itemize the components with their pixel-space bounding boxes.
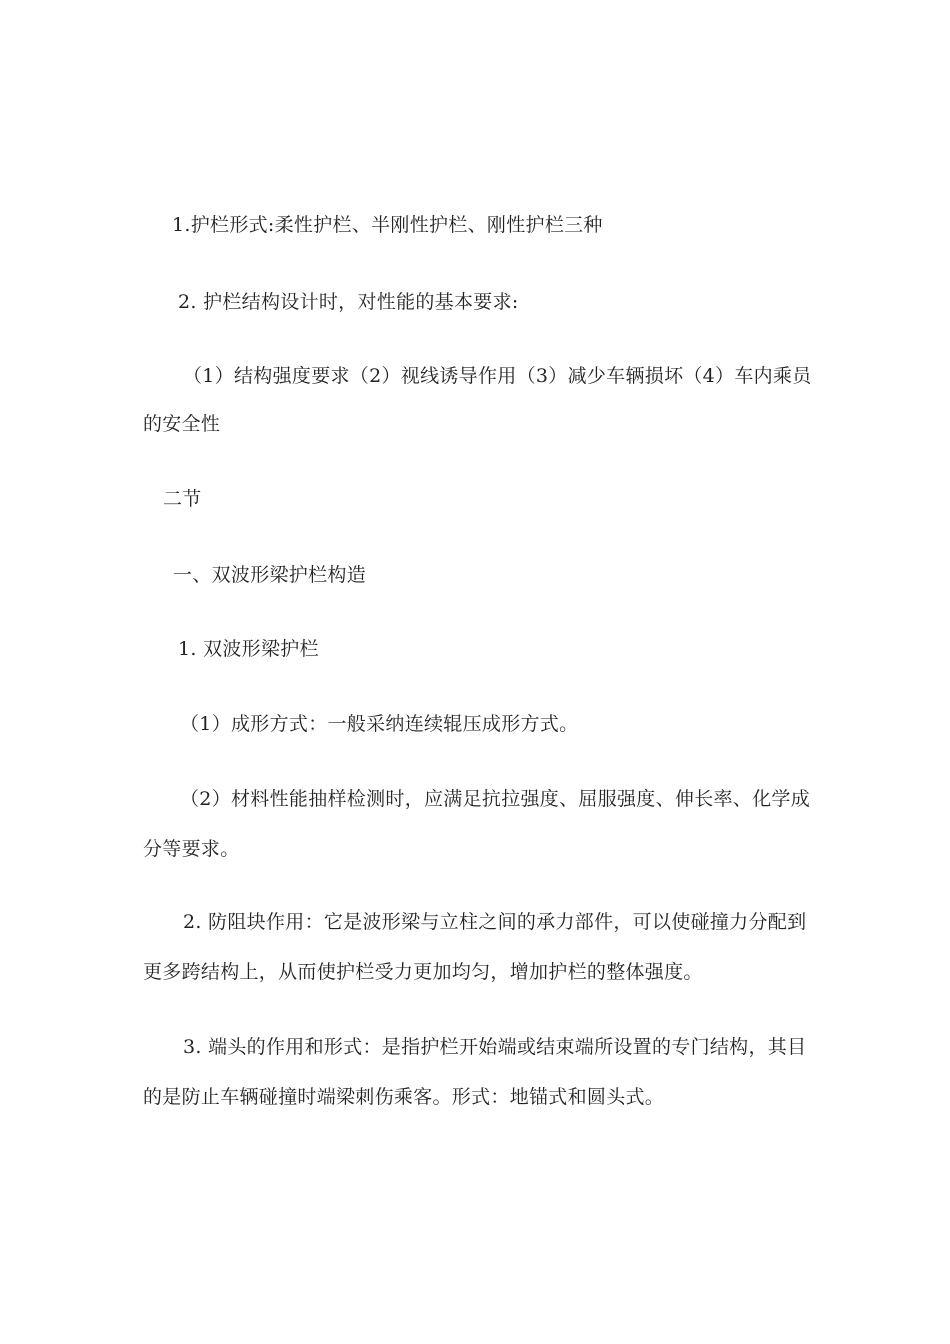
- requirements-list-continuation: 的安全性: [143, 413, 221, 435]
- end-terminal-continuation: 的是防止车辆碰撞时端梁刺伤乘客。形式：地锚式和圆头式。: [143, 1086, 665, 1108]
- requirements-list-line: （1）结构强度要求（2）视线诱导作用（3）减少车辆损坏（4）车内乘员: [183, 365, 812, 387]
- block-function-line: 2. 防阻块作用：它是波形梁与立柱之间的承力部件，可以使碰撞力分配到: [183, 911, 807, 933]
- item-heading: 1. 双波形梁护栏: [178, 638, 319, 660]
- block-function-continuation: 更多跨结构上，从而使护栏受力更加均匀，增加护栏的整体强度。: [143, 961, 703, 983]
- design-requirements-heading: 2. 护栏结构设计时，对性能的基本要求:: [178, 291, 519, 313]
- section-heading: 二节: [163, 488, 202, 510]
- material-testing-continuation: 分等要求。: [143, 838, 240, 860]
- material-testing-line: （2）材料性能抽样检测时，应满足抗拉强度、屈服强度、伸长率、化学成: [180, 788, 810, 810]
- end-terminal-line: 3. 端头的作用和形式：是指护栏开始端或结束端所设置的专门结构，其目: [183, 1036, 807, 1058]
- forming-method-line: （1）成形方式：一般采纳连续辊压成形方式。: [180, 713, 579, 735]
- subsection-heading: 一、双波形梁护栏构造: [173, 564, 367, 586]
- guardrail-types-line: 1.护栏形式:柔性护栏、半刚性护栏、刚性护栏三种: [172, 214, 603, 236]
